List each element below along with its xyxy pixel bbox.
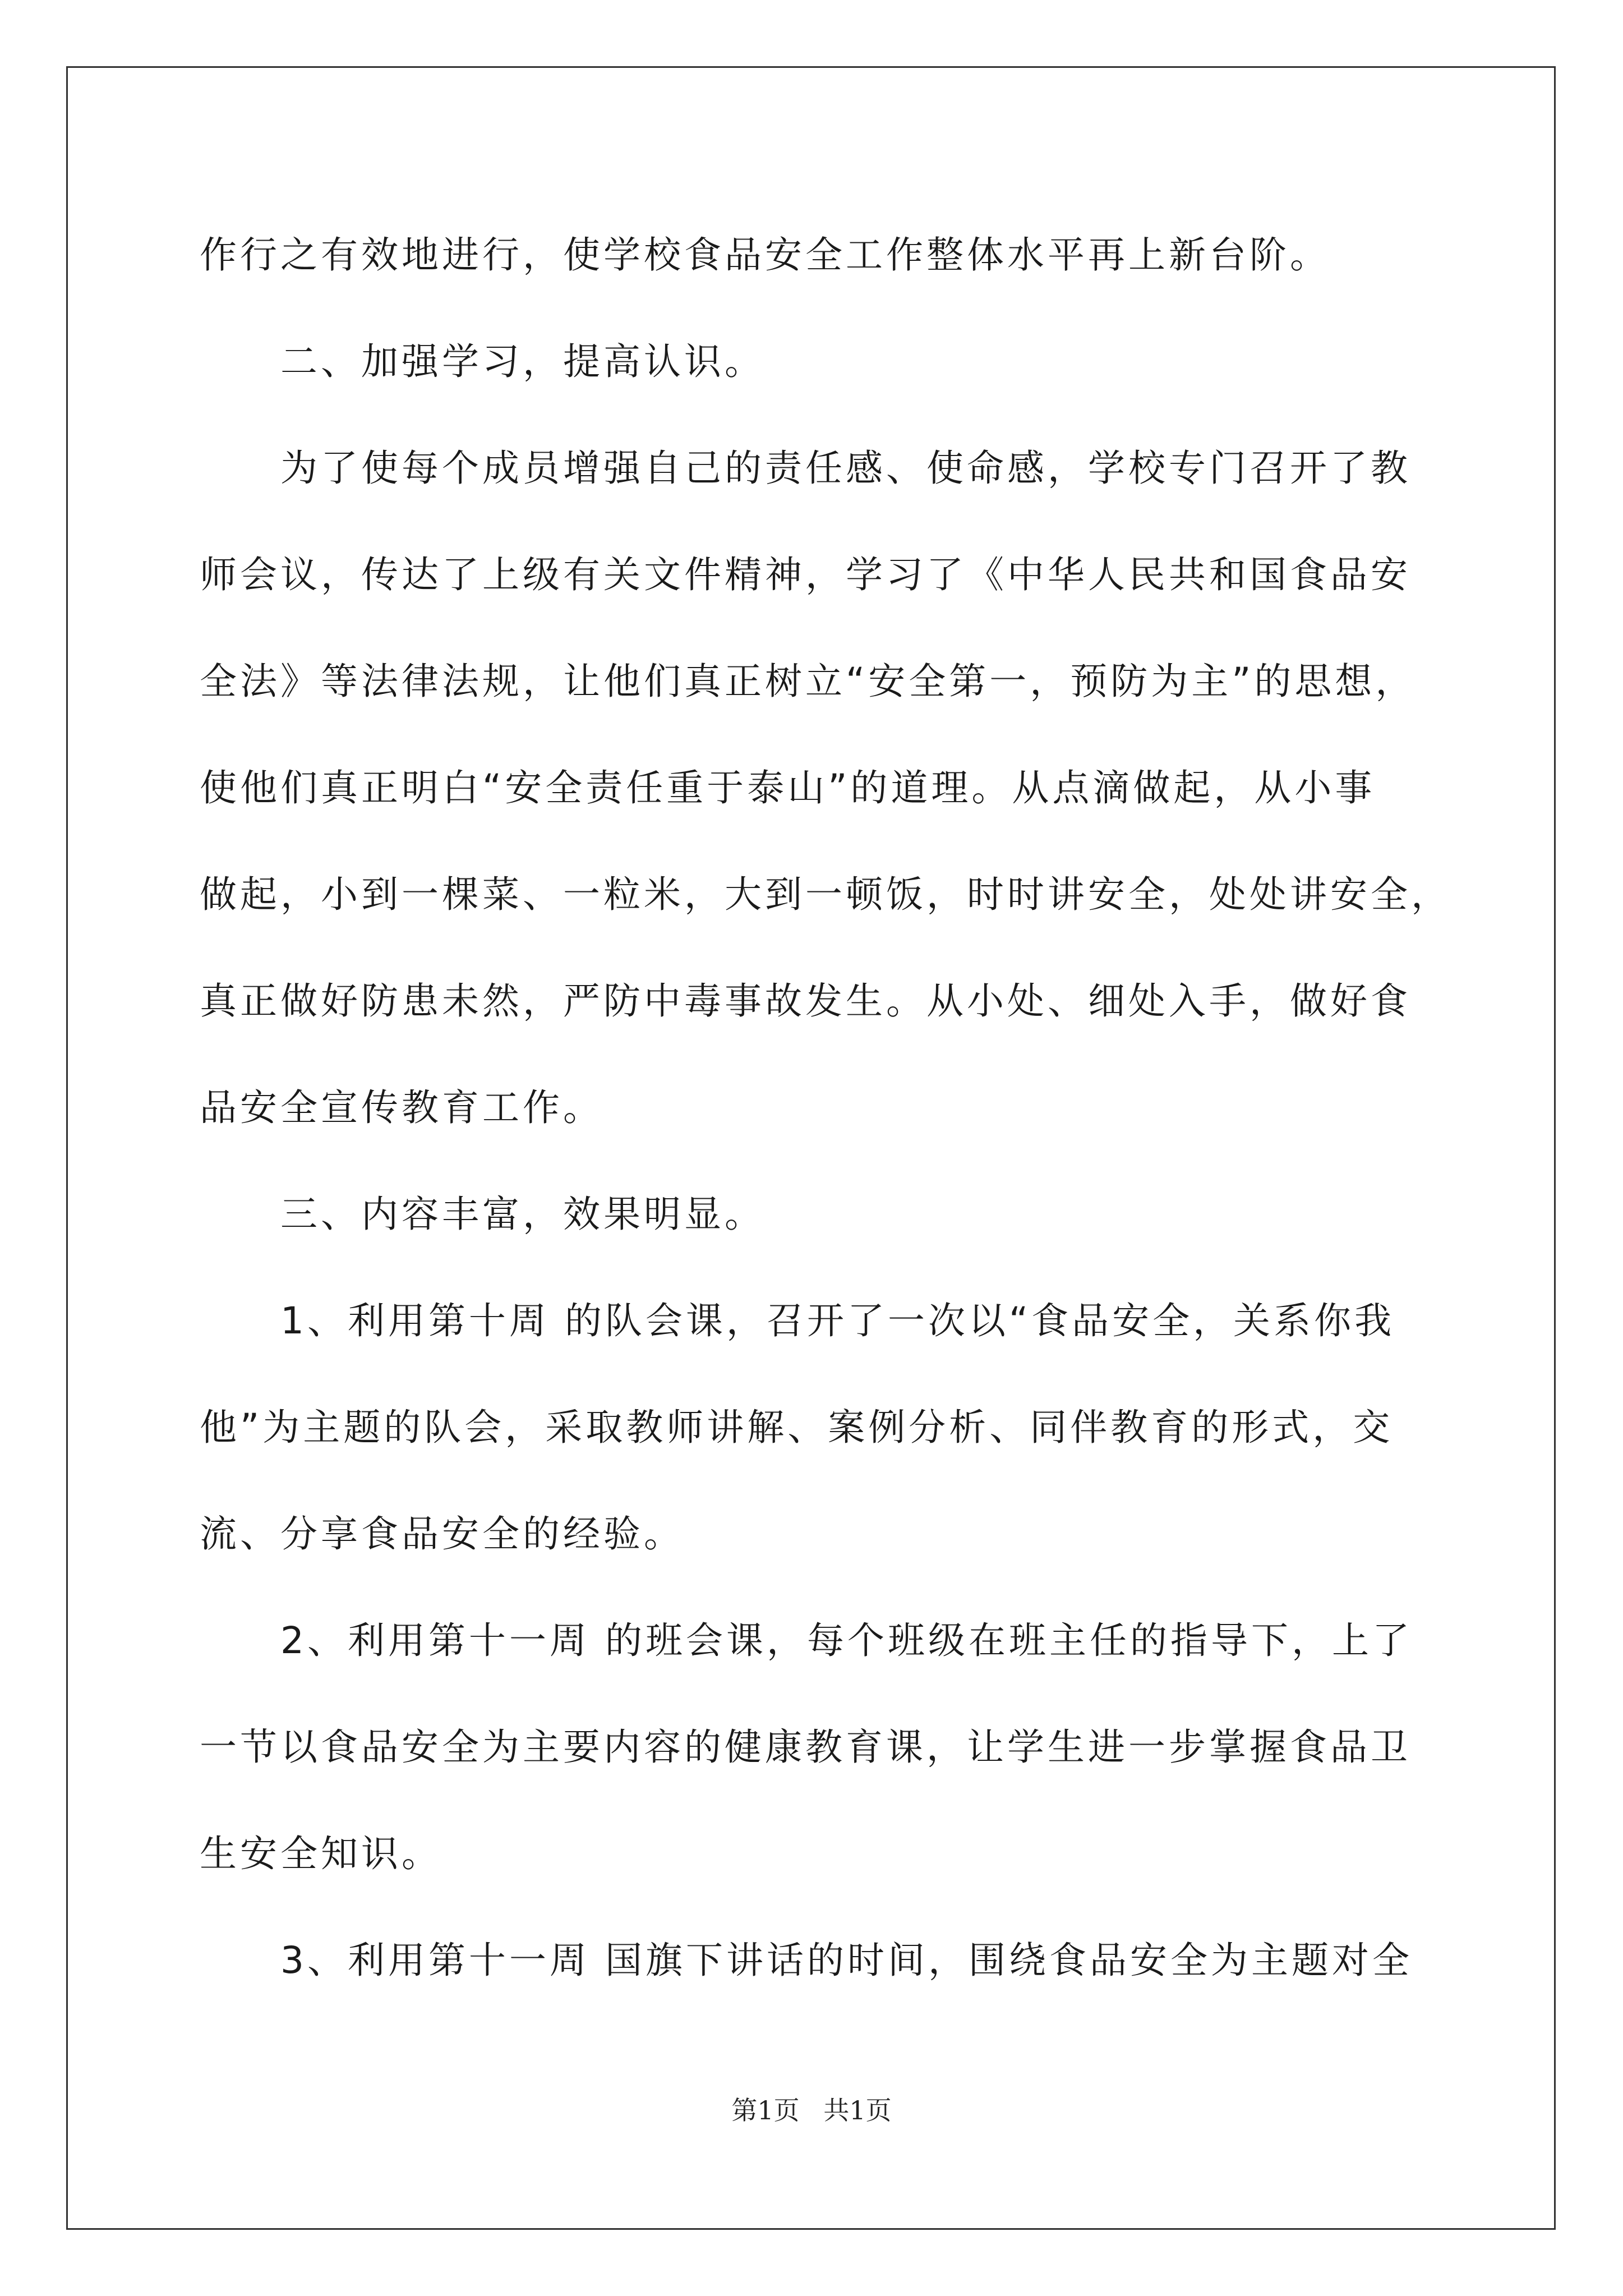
text-line: 3、利用第十一周 国旗下讲话的时间，围绕食品安全为主题对全 [200, 1939, 1413, 1982]
text-line: 真正做好防患未然，严防中毒事故发生。从小处、细处入手，做好食 [200, 979, 1411, 1023]
text-line: 品安全宣传教育工作。 [200, 1086, 603, 1129]
text-line: 作行之有效地进行，使学校食品安全工作整体水平再上新台阶。 [200, 233, 1330, 277]
text-line: 他”为主题的队会，采取教师讲解、案例分析、同伴教育的形式，交 [200, 1406, 1394, 1449]
page-total: 共1页 [823, 2095, 892, 2125]
page-footer [0, 2090, 1623, 2127]
document-body [200, 202, 1456, 2014]
text-line: 生安全知识。 [200, 1832, 442, 1875]
text-line: 全法》等法律法规，让他们真正树立“安全第一，预防为主”的思想， [200, 660, 1416, 703]
text-line: 2、利用第十一周 的班会课，每个班级在班主任的指导下，上了 [200, 1619, 1413, 1662]
text-line: 流、分享食品安全的经验。 [200, 1512, 684, 1556]
text-line: 使他们真正明白“安全责任重于泰山”的道理。从点滴做起，从小事 [200, 766, 1376, 809]
section-heading: 二、加强学习，提高认识。 [200, 340, 765, 383]
text-line: 1、利用第十周 的队会课，召开了一次以“食品安全，关系你我 [200, 1299, 1395, 1342]
section-heading: 三、内容丰富，效果明显。 [200, 1193, 765, 1236]
text-line: 做起，小到一棵菜、一粒米，大到一顿饭，时时讲安全，处处讲安全， [200, 873, 1451, 916]
page-number: 第1页 [731, 2095, 800, 2125]
text-line: 一节以食品安全为主要内容的健康教育课，让学生进一步掌握食品卫 [200, 1726, 1411, 1769]
text-line: 师会议，传达了上级有关文件精神，学习了《中华人民共和国食品安 [200, 553, 1411, 596]
text-line: 为了使每个成员增强自己的责任感、使命感，学校专门召开了教 [200, 447, 1411, 490]
